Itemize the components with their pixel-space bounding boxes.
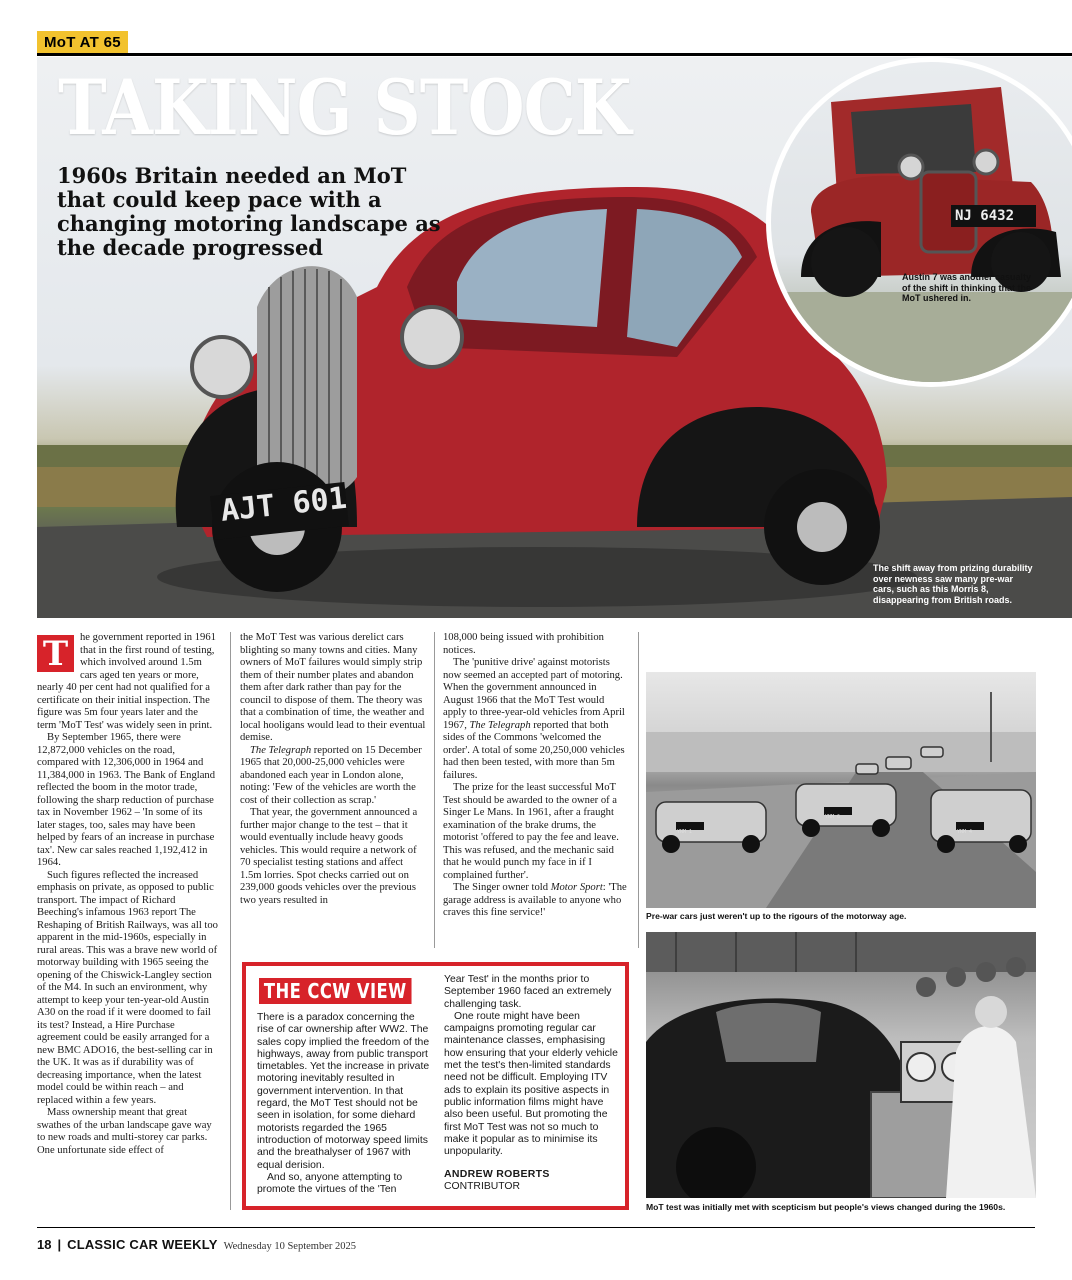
body-paragraph: Such figures reflected the increased emphasis on private, as opposed to public transport. The impact of Richard Beeching's infamous 1963 report The Reshaping of British Railways, was all too apparent in the mid-1960s, especially in rural areas. This was a brave new world of motorway building with 1965 seeing the opening of the Chiswick-Langley section of the M4. In such an environment, why attempt to keep your ten-year-old Austin A30 on the road if it were doomed to fail its test? Instead, a Hire Purchase agreement could be easily arranged for a new BMC ADO16, the best-selling car in the UK. It was as if durability was of decreasing importance, when the latest model could be within reach – and replaced within a few years. bbox=[37, 869, 218, 1106]
body-paragraph: That year, the government announced a further major change to the test – that it would eventually include heavy goods vehicles. This would require a network of 70 specialist testing stations and affect 1.5m lorries. Spot checks carried out on 239,000 goods vehicles over the previous two years resulted in bbox=[240, 807, 418, 906]
inset-caption: Austin 7 was another casualty of the shift in thinking that the MoT ushered in. bbox=[902, 272, 1032, 304]
ccw-view-title: THE CCW VIEW bbox=[259, 978, 412, 1004]
motorway-photo bbox=[646, 672, 1036, 908]
body-paragraph bbox=[443, 882, 629, 920]
standfirst: 1960s Britain needed an MoT that could keep pace with a changing motoring landscape as the decade progressed bbox=[57, 163, 441, 260]
footer-rule bbox=[37, 1227, 1035, 1228]
inset-number-plate: NJ 6432 bbox=[955, 208, 1015, 224]
motorway-plate-2: YNM 6 bbox=[825, 814, 841, 820]
body-paragraph: The prize for the least successful MoT Test should be awarded to the owner of a Singer Le Mans. In 1961, after a fraught examination of the brake drums, the motorist 'offered to pay the fee and leave. This was refused, and the mechanic said that he would punch my face in if I complained further'. bbox=[443, 782, 619, 881]
motorway-caption: Pre-war cars just weren't up to the rigours of the motorway age. bbox=[646, 911, 907, 921]
body-paragraph: By September 1965, there were 12,872,000 vehicles on the road, compared with 12,306,000 in 1964 and 11,384,000 in 1963. The Bank of England reflected the boom in the motor trade, following the sharp reduction of purchase tax in November 1962 – 'In some of its later stages, too, sales may have been helped by fears of an increase in purchase tax'. New car sales reached 1,192,412 in 1964. bbox=[37, 732, 216, 868]
column-rule bbox=[230, 632, 231, 1210]
author-role: CONTRIBUTOR bbox=[444, 1180, 521, 1192]
column-rule bbox=[434, 632, 435, 948]
text-run: : 'The garage address is available to anyone who craves this fine service!' bbox=[443, 882, 627, 918]
ccw-view-column-left bbox=[257, 1012, 432, 1196]
body-paragraph: the MoT Test was various derelict cars blighting so many towns and cities. Many owners of MoT failures would simply strip them of their number plates and abandon them after dark rather than pay for the council to dispose of them. The theory was that a combination of time, the weather and local hooligans would lead to their eventual demise. bbox=[240, 632, 426, 743]
drop-cap: T bbox=[37, 635, 74, 672]
mot-test-illustration bbox=[646, 932, 1036, 1198]
headline: TAKING STOCK bbox=[58, 63, 631, 152]
body-paragraph: 108,000 being issued with prohibition notices. bbox=[443, 632, 604, 656]
publication-name: The Telegraph bbox=[469, 719, 531, 731]
austin-7-illustration bbox=[771, 62, 1072, 387]
top-rule bbox=[37, 53, 1072, 56]
ccw-view-column-right bbox=[444, 974, 620, 1193]
section-tag: MoT AT 65 bbox=[37, 31, 128, 54]
motorway-plate-3: YNM 4 bbox=[957, 829, 973, 835]
mot-test-caption: MoT test was initially met with scepticism but people's views changed during the 1960s. bbox=[646, 1202, 1006, 1212]
page-number: 18 bbox=[37, 1237, 52, 1252]
publication-name: The Telegraph bbox=[250, 744, 312, 756]
ccw-paragraph: One route might have been campaigns promoting regular car maintenance classes, emphasising how ensuring that your elderly vehicle met the test's then-limited standards need not be difficult. Employing ITV ads to explain its positive aspects in public information films might have also been useful. But promoting the first MoT Test was not so much to make it popular as to minimise its unpopularity. bbox=[444, 1010, 618, 1158]
author-name: ANDREW ROBERTS bbox=[444, 1168, 550, 1181]
text-run: The 'punitive drive' against motorists now seemed an accepted part of motoring. When the government announced in August 1966 that the MoT Test would apply to three-year-old vehicles from April 1967, bbox=[443, 657, 625, 731]
publication-name: CLASSIC CAR WEEKLY bbox=[67, 1237, 218, 1252]
mot-test-photo bbox=[646, 932, 1036, 1198]
motorway-plate-1: YNM 1 bbox=[677, 829, 693, 835]
ccw-paragraph: There is a paradox concerning the rise of car ownership after WW2. The sales copy implied the freedom of the highways, away from public transport timetables. Yet the increase in private motoring inevitably resulted in government intervention. In that regard, the MoT Test should not be seen in isolation, for some diehard motorists regarded the 1965 introduction of motorway speed limits and the breathalyser of 1967 with equal derision. bbox=[257, 1012, 430, 1171]
body-column-2 bbox=[240, 632, 426, 907]
body-paragraph bbox=[443, 657, 629, 782]
footer-separator: | bbox=[57, 1237, 62, 1252]
hero-number-plate: AJT 601 bbox=[219, 480, 349, 529]
body-paragraph bbox=[240, 745, 426, 808]
text-run: reported on 15 December 1965 that 20,000-25,000 vehicles were abandoned each year in London alone, noting: 'Few of the vehicles are worth the cost of their collection as scrap.' bbox=[240, 744, 422, 806]
body-paragraph: Mass ownership meant that great swathes of the urban landscape gave way to new roads and multi-storey car parks. One unfortunate side effect of bbox=[37, 1107, 212, 1156]
hero-caption: The shift away from prizing durability over newness saw many pre-war cars, such as this Morris 8, disappearing from British roads. bbox=[873, 563, 1033, 605]
ccw-paragraph: Year Test' in the months prior to September 1960 faced an extremely challenging task. bbox=[444, 974, 612, 1010]
issue-date: Wednesday 10 September 2025 bbox=[223, 1241, 356, 1252]
text-run: reported that both sides of the Commons 'welcomed the order'. A total of some 20,250,000 vehicles had then been tested, with more than 5m failures. bbox=[443, 719, 625, 781]
ccw-view-box bbox=[242, 962, 629, 1210]
body-column-1 bbox=[37, 632, 218, 1157]
text-run: The Singer owner told bbox=[453, 882, 549, 893]
motorway-illustration bbox=[646, 672, 1036, 908]
page-footer bbox=[37, 1237, 356, 1252]
publication-name: Motor Sport bbox=[550, 882, 603, 893]
ccw-paragraph: And so, anyone attempting to promote the virtues of the 'Ten bbox=[257, 1171, 403, 1196]
column-rule bbox=[638, 632, 639, 948]
body-column-3 bbox=[443, 632, 629, 920]
body-paragraph: he government reported in 1961 that in the first round of testing, which involved around 1.5m cars aged ten years or more, nearly 40 per cent had not qualified for a certificate on their initial inspection. The figure was 5m four years later and the term 'MoT Test' was widely seen in print. bbox=[37, 632, 216, 731]
